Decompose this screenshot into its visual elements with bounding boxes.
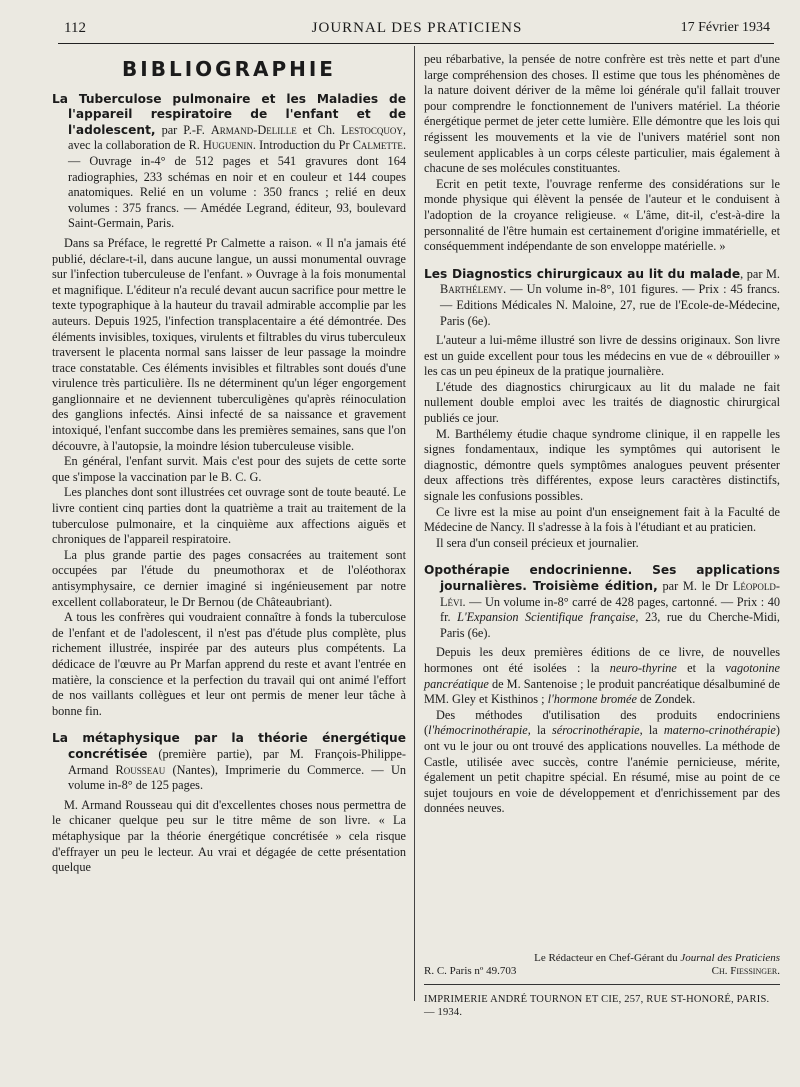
book-entry-diagnostics xyxy=(424,267,780,329)
footer-rule xyxy=(424,984,780,985)
review-paragraph: Ce livre est la mise au point d'un enseignement fait à la Faculté de Médecine de Nancy. Il s'adresse à la fois à l'étudiant et au praticien. xyxy=(424,504,780,535)
left-column xyxy=(52,52,406,876)
author-name: Léopold-Lévi xyxy=(440,579,781,609)
entry-citation: La Tuberculose pulmonaire et les Maladies de l'appareil respiratoire de l'enfant et de l'adolescent, par P.-F. Armand-Delille et Ch. Lestocquoy, avec la collaboration de R. Huguenin. Introduction du Pr Calmette. — Ouvrage in-4° de 512 pages et 541 gravures dont 164 radiographies, 233 schémas en noir et en couleur et 144 coupes anatomiques. Relié en un volume : 350 francs ; relié en deux volumes : 375 francs. — Amédée Legrand, éditeur, 93, boulevard Saint-Germain, Paris. xyxy=(52,91,407,231)
review-paragraph: L'étude des diagnostics chirurgicaux au lit du malade ne fait nullement double emploi avec les traités de diagnostic chirurgical publiés ce jour. xyxy=(424,379,780,426)
author-name: Huguenin xyxy=(203,138,253,153)
review-paragraph: M. Barthélemy étudie chaque syndrome clinique, il en rappelle les signes fondamentaux, indique les symptômes qui autorisent le diagnostic, démontre quels symptômes analogues peuvent présenter deux affections très différentes, expose leurs caractères distinctifs, signale les confusions possibles. xyxy=(424,426,780,504)
issue-date: 17 Février 1934 xyxy=(680,20,770,35)
review-paragraph: M. Armand Rousseau qui dit d'excellentes choses nous permettra de le chicaner quelque peu sur le titre même de son livre. « La métaphysique par la théorie énergétique concrétisée » cela risque d'effrayer un peu le lecteur. Au vrai et dégagée de cette présentation quelque xyxy=(52,797,406,875)
review-paragraph: Ecrit en petit texte, l'ouvrage renferme des considérations sur le monde physique qui élèvent la pensée de l'auteur et le conduisent à l'adoption de la croyance religieuse. « L'âme, dit-il, c'est-à-dire la personnalité de l'être humain est certainement d'origine immatérielle, et conséquemment indépendante de son enveloppe matérielle. » xyxy=(424,176,780,254)
author-name: Barthélemy xyxy=(440,282,504,297)
book-entry-opotherapie xyxy=(424,563,780,641)
right-column xyxy=(424,52,780,817)
column-divider xyxy=(414,46,415,1001)
printer-line: IMPRIMERIE ANDRÉ TOURNON ET CIE, 257, RUE ST-HONORÉ, PARIS. — 1934. xyxy=(424,994,770,1018)
review-paragraph: Dans sa Préface, le regretté Pr Calmette a raison. « Il n'a jamais été publié, déclare-t-il, dans aucune langue, un aussi monumental ouvrage sur l'infection tuberculeuse de l'enfant. » Ouvrage à la fois monumental et magnifique. L'éditeur n'a reculé devant aucun sacrifice pour mettre le texte typographique à la hauteur du travail admirable accomplie par les auteurs. Depuis 1925, l'infection transplacentaire a été démontrée. Des éléments invisibles, toxiques, virulents et filtrables du virus tuberculeux traversent le placenta normal sans laisser de leur passage la moindre trace constatable. Ces éléments invisibles et filtrables sont doués d'une virulence très particulière. Ils ne déterminent qu'un léger engorgement ganglionnaire et ne deviennent tuberculigènes qu'après réinoculation des ganglions infectés. Ainsi infecté de sa naissance et gravement intoxiqué, l'enfant succombe dans les premières semaines, sans que l'on découvre, à l'autopsie, la moindre lésion tuberculeuse visible. xyxy=(52,235,406,453)
review-paragraph: peu rébarbative, la pensée de notre confrère est très nette et part d'une large compréhension des choses. Il estime que tous les phénomènes de la nature doivent dériver de la même loi générale qu'il fallait trouver pour comprendre le fonctionnement de l'univers matériel. La théorie énergétique permet de jeter cette lumière. Elle démontre que les lois qui régissent les mouvements et la vie de l'univers matériel sont non seulement applicables à un corps céleste particulier, mais également à chacune de ses molécules constituantes. xyxy=(424,52,780,176)
review-paragraph: A tous les confrères qui voudraient connaître à fonds la tuberculose de l'enfant et de l'adolescent, il n'est pas d'étude plus complète, plus richement illustrée, inspirée par des auteurs plus compétents. La dédicace de l'œuvre au Pr Marfan apprend du reste et avant l'entrée en matière, la conscience et la perfection du travail qui ont animé l'effort de nos vaillants collègues et leur ont permis de mener leur tâche à bonne fin. xyxy=(52,610,406,718)
author-name: Armand-Delille xyxy=(210,122,297,137)
book-title: Opothérapie endocrinienne. Ses applications journalières. Troisième édition, xyxy=(424,563,780,593)
author-name: Rousseau xyxy=(115,762,166,777)
author-name: Calmette xyxy=(352,138,403,153)
review-paragraph: Des méthodes d'utilisation des produits endocriniens (l'hémocrinothérapie, la sérocrinothérapie, la materno-crinothérapie) ont vu le jour ou ont trouvé des applications nouvelles. La méthode de Castle, utilisée avec succès, contre l'anémie pernicieuse, mérite, également un petit chapitre spécial. En résumé, mise au point de ce sujet toujours en voie de développement et d'enrichissement par des données neuves. xyxy=(424,707,780,816)
entry-citation: La métaphysique par la théorie énergétique concrétisée (première partie), par M. François-Philippe-Armand Rousseau (Nantes), Imprimerie du Commerce. — Un volume in-8° de 125 pages. xyxy=(52,731,406,793)
editor-line: Le Rédacteur en Chef-Gérant du Journal des Praticiens xyxy=(534,952,780,964)
author-name: Lestocquoy xyxy=(341,122,403,137)
entry-citation: Les Diagnostics chirurgicaux au lit du malade, par M. Barthélemy. — Un volume in-8°, 101 figures. — Prix : 45 francs. — Editions Médicales N. Maloine, 27, rue de l'Ecole-de-Médecine, Paris (6e). xyxy=(424,266,780,328)
book-entry-tuberculose xyxy=(52,92,406,232)
section-title: BIBLIOGRAPHIE xyxy=(122,57,336,81)
publisher-name: L'Expansion Scientifique française xyxy=(457,610,636,625)
book-title: La métaphysique par la théorie énergétique concrétisée xyxy=(52,731,406,761)
review-paragraph: Il sera d'un conseil précieux et journalier. xyxy=(436,535,639,550)
book-entry-metaphysique xyxy=(52,731,406,793)
review-paragraph: En général, l'enfant survit. Mais c'est pour des sujets de cette sorte que s'impose la vaccination par le B. C. G. xyxy=(52,454,406,484)
header-rule xyxy=(58,43,774,44)
registration-line xyxy=(424,965,780,978)
review-paragraph: Depuis les deux premières éditions de ce livre, de nouvelles hormones ont été isolées : la neuro-thyrine et la vagotonine pancréatique de M. Santenoise ; le produit pancréatique désalbuminé de MM. Gley et Kisthinos ; l'hormone bromée de Zondek. xyxy=(424,645,780,707)
entry-citation: Opothérapie endocrinienne. Ses applications journalières. Troisième édition, par M. le Dr Léopold-Lévi. — Un volume in-8° carré de 428 pages, cartonné. — Prix : 40 fr. L'Expansion Scientifique française, 23, rue du Cherche-Midi, Paris (6e). xyxy=(424,563,781,640)
page-header xyxy=(64,18,770,42)
book-title: La Tuberculose pulmonaire et les Maladies de l'appareil respiratoire de l'enfant et de l'adolescent, xyxy=(52,91,406,137)
registration-number: R. C. Paris nº 49.703 xyxy=(424,965,517,977)
review-paragraph: La plus grande partie des pages consacrées au traitement sont occupées par l'étude du pneumothorax et de l'oléothorax antisymphysaire, ce dernier imaginé si ingénieusement par notre excellent collaborateur, le Dr Bernou (de Châteaubriant). xyxy=(52,547,406,609)
review-paragraph: Les planches dont sont illustrées cet ouvrage sont de toute beauté. Le livre contient cinq parties dont la quatrième a trait au traitement de la tuberculose pulmonaire, et la cinquième aux affections aiguës et chroniques de l'appareil respiratoire. xyxy=(52,485,406,547)
review-paragraph: L'auteur a lui-même illustré son livre de dessins originaux. Son livre est un guide excellent pour tous les médecins en vue de « débrouiller » les cas un peu épineux de la pratique journalière. xyxy=(424,333,780,379)
signer-name: Ch. Fiessinger. xyxy=(711,965,780,977)
imprint-footer xyxy=(424,952,780,1019)
page-number: 112 xyxy=(64,20,86,36)
journal-title: JOURNAL DES PRATICIENS xyxy=(311,20,523,36)
book-title: Les Diagnostics chirurgicaux au lit du malade xyxy=(424,266,741,281)
